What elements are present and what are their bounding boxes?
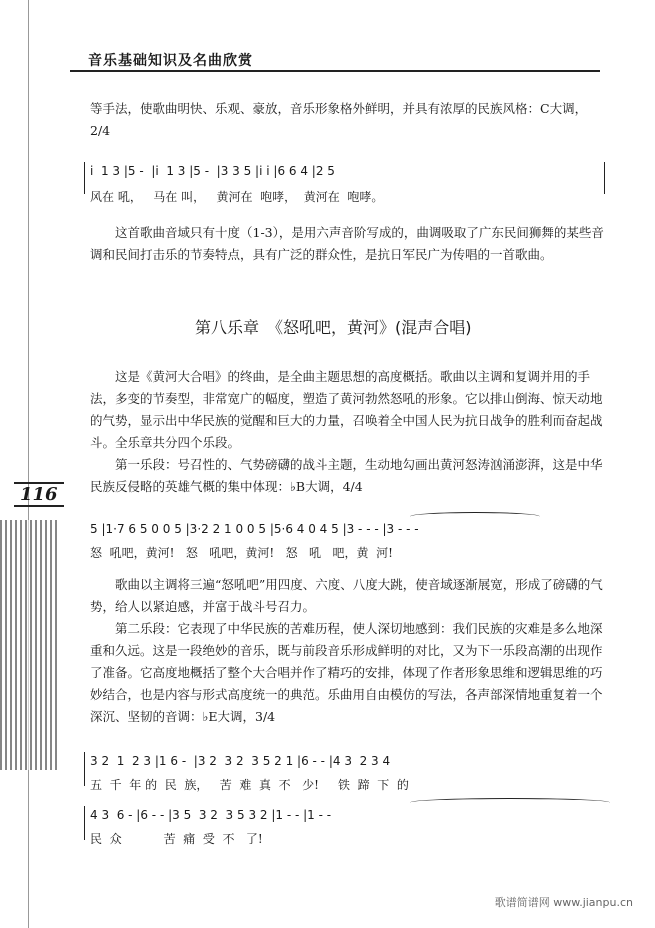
chapter-title: 第八乐章 《怒吼吧，黄河》(混声合唱) <box>195 318 472 337</box>
binding-line <box>28 0 29 928</box>
score-lyrics: 怒 吼吧，黄河! 怒 吼吧，黄河! 怒 吼 吧，黄 河! <box>90 546 393 560</box>
paragraph-range: 这首歌曲音域只有十度（1-3），是用六声音阶写成的，曲调吸取了广东民间狮舞的某些音调和民间打击乐的节奏特点，具有广泛的群众性，是抗日军民广为传唱的一首歌曲。 <box>90 225 604 262</box>
score-lyrics: 风在 吼， 马在 叫， 黄河在 咆哮， 黄河在 咆哮。 <box>90 190 384 204</box>
paragraph-section-2: 第二乐段：它表现了中华民族的苦难历程，使人深切地感到：我们民族的灾难是多么地深重和久远。这是一段绝妙的音乐，既与前段音乐形成鲜明的对比，又为下一乐段高潮的出现作了准备。它高度地概括了整个大合唱并作了精巧的安排，体现了作者形象思维和逻辑思维的巧妙结合，也是内容与形式高度统一的典范。乐曲用自由模仿的写法，各声部深情地重复着一个深沉、坚韧的音调：♭E大调，3/4 <box>90 621 603 724</box>
page-number: 116 <box>14 482 64 507</box>
score-line-4 <box>80 806 610 852</box>
header-rule <box>70 70 600 72</box>
barline <box>84 162 85 194</box>
site-watermark: 歌谱简谱网 www.jianpu.cn <box>494 896 633 909</box>
score-line-2 <box>80 520 610 566</box>
slur <box>410 512 540 521</box>
score-line-1 <box>80 162 610 212</box>
score-notes: i 1 3 |5 - |i 1 3 |5 - |3 3 5 |i i |6 6 4 |2 5 <box>90 164 335 178</box>
paragraph-jumps: 歌曲以主调将三遍“怒吼吧”用四度、六度、八度大跳，使音域逐渐展宽，形成了磅礴的气势，给人以紧迫感，并富于战斗号召力。 <box>90 577 603 614</box>
score-notes: 5 |1·7 6 5 0 0 5 |3·2 2 1 0 0 5 |5·6 4 0 4 5 |3 - - - |3 - - - <box>90 522 419 536</box>
paragraph-overview: 这是《黄河大合唱》的终曲，是全曲主题思想的高度概括。歌曲以主调和复调并用的手法，多变的节奏型，非常宽广的幅度，塑造了黄河勃然怒吼的形象。它以排山倒海、惊天动地的气势，显示出中华民族的觉醒和巨大的力量，召唤着全中国人民为抗日战争的胜利而奋起战斗。全乐章共分四个乐段。 <box>90 369 603 450</box>
barline <box>84 806 85 840</box>
score-lyrics: 五 千 年 的 民 族， 苦 难 真 不 少! 铁 蹄 下 的 <box>90 778 409 792</box>
score-notes: 3 2 1 2 3 |1 6 - |3 2 3 2 3 5 2 1 |6 - - |4 3 2 3 4 <box>90 754 391 768</box>
score-notes: 4 3 6 - |6 - - |3 5 3 2 3 5 3 2 |1 - - |1 - - <box>90 808 332 822</box>
paragraph-section-1: 第一乐段：号召性的、气势磅礴的战斗主题，生动地勾画出黄河怒涛汹涌澎湃，这是中华民族反侵略的英雄气概的集中体现：♭B大调，4/4 <box>90 457 603 494</box>
score-line-3 <box>80 752 610 798</box>
intro-paragraph: 等手法，使歌曲明快、乐观、豪放，音乐形象格外鲜明，并具有浓厚的民族风格：C大调，2/4 <box>90 101 588 138</box>
score-lyrics: 民 众 苦 痛 受 不 了! <box>90 832 263 846</box>
running-header: 音乐基础知识及名曲欣赏 <box>88 53 253 69</box>
scan-edge-strip <box>0 520 60 770</box>
tie <box>410 798 610 807</box>
barline <box>84 752 85 786</box>
barline <box>604 162 605 194</box>
